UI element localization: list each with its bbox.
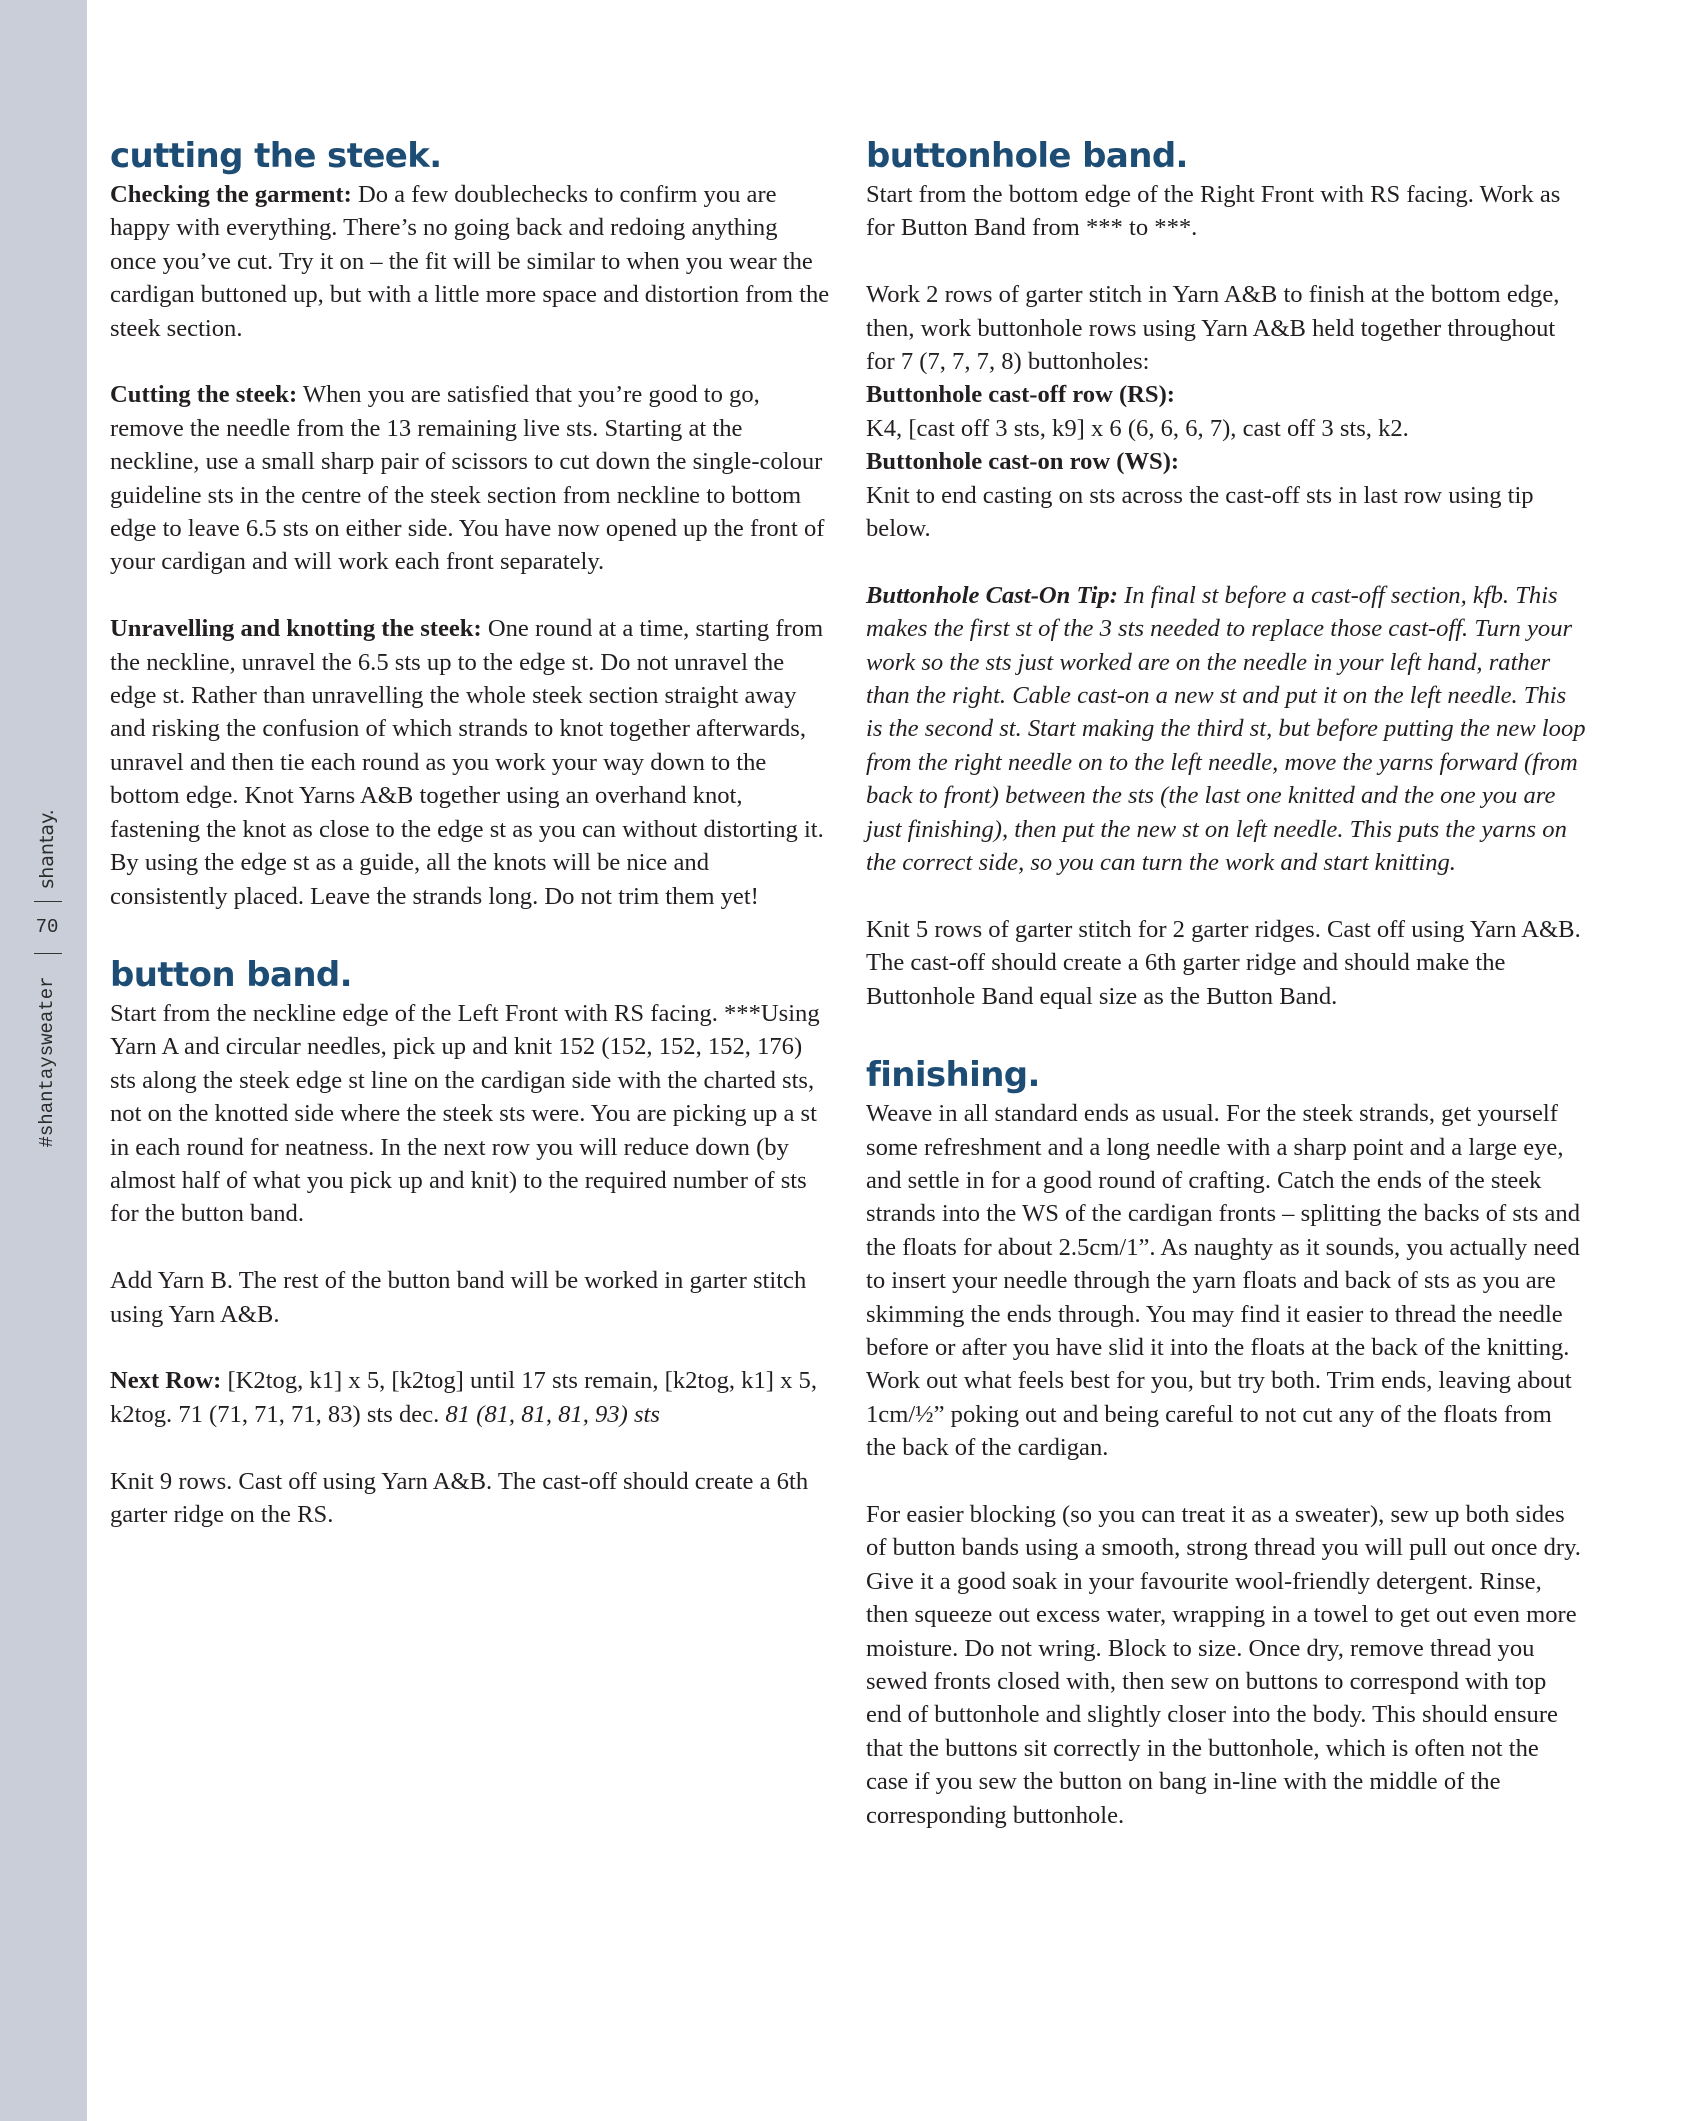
cast-on-tip-text: In final st before a cast-off section, kfb. This makes the first st of the 3 sts needed to replace those cast-off. Turn your work so the sts just worked are on the needle in your left hand, rather than the right. Cable cast-on a new st and put it on the left needle. This is the second st. Start making the third st, but before putting the new loop from the right needle on to the left needle, move the yarns forward (from back to front) between the sts (the last one knitted and the one you are just finishing), then put the new st on left needle. This puts the yarns on the correct side, so you can turn the work and start knitting.: [866, 581, 1586, 877]
sidebar-divider: [34, 901, 62, 902]
buttonhole-rows-paragraph: Work 2 rows of garter stitch in Yarn A&B to finish at the bottom edge, then, work buttonhole rows using Yarn A&B held together throughout for 7 (7, 7, 7, 8) buttonholes:: [866, 281, 1560, 376]
brand-label: shantay.: [36, 809, 58, 889]
next-row-label: Next Row:: [110, 1367, 222, 1395]
section-title-finishing: finishing.: [866, 1055, 1040, 1096]
unravel-label: Unravelling and knotting the steek:: [110, 615, 482, 643]
weave-ends-paragraph: Weave in all standard ends as usual. For the steek strands, get yourself some refreshment and a long needle with a sharp point and a large eye, and settle in for a good round of crafting. Catch the ends of the steek strands into the WS of the cardigan fronts – splitting the backs of sts and the floats for about 2.5cm/1”. As naughty as it sounds, you actually need to insert your needle through the yarn floats and back of sts as you are skimming the ends through. You may find it easier to thread the needle before or after you have slid it into the floats at the back of the knitting. Work out what feels best for you, but try both. Trim ends, leaving about 1cm/½” poking out and being careful to not cut any of the floats from the back of the cardigan.: [866, 1100, 1581, 1462]
page-number: 70: [35, 916, 59, 938]
left-column: [110, 134, 830, 1531]
next-row-stitch-count: 81 (81, 81, 81, 93) sts: [445, 1400, 660, 1428]
cast-on-tip-label: Buttonhole Cast-On Tip:: [866, 581, 1118, 609]
cutting-paragraph: [110, 378, 830, 578]
hashtag-label: #shantaysweater: [36, 976, 58, 1148]
blocking-paragraph: For easier blocking (so you can treat it as a sweater), sew up both sides of button bands using a smooth, strong thread you will pull out once dry. Give it a good soak in your favourite wool-friendly detergent. Rinse, then squeeze out excess water, wrapping in a towel to get out even more moisture. Do not wring. Block to size. Once dry, remove thread you sewed fronts closed with, then sew on buttons to correspond with top end of buttonhole and slightly closer into the body. This should ensure that the buttons sit correctly in the buttonhole, which is often not the case if you sew the button on bang in-line with the middle of the corresponding buttonhole.: [866, 1500, 1581, 1829]
right-column: [866, 134, 1586, 1832]
next-row-text: [K2tog, k1] x 5, [k2tog] until 17 sts remain, [k2tog, k1] x 5, k2tog. 71 (71, 71, 71, 83) sts dec.: [110, 1367, 817, 1428]
checking-text: Do a few doublechecks to confirm you are happy with everything. There’s no going back and redoing anything once you’ve cut. Try it on – the fit will be similar to when you wear the cardigan buttoned up, but with a little more space and distortion from the steek section.: [110, 181, 830, 342]
caston-row-label-line: [866, 445, 1586, 478]
cutting-text: When you are satisfied that you’re good to go, remove the needle from the 13 remaining live sts. Starting at the neckline, use a small sharp pair of scissors to cut down the single-colour guideline sts in the centre of the steek section from neckline to bottom edge to leave 6.5 sts on either side. You have now opened up the front of your cardigan and will work each front separately.: [110, 381, 825, 576]
unravel-text: One round at a time, starting from the neckline, unravel the 6.5 sts up to the edge st. Do not unravel the edge st. Rather than unravelling the whole steek section straight away and risking the confusion of which strands to knot together afterwards, unravel and then tie each round as you work your way down to the bottom edge. Knot Yarns A&B together using an overhand knot, fastening the knot as close to the edge st as you can without distorting it. By using the edge st as a guide, all the knots will be nice and consistently placed. Leave the strands long. Do not trim them yet!: [110, 615, 824, 910]
garter-rows-paragraph: Knit 5 rows of garter stitch for 2 garter ridges. Cast off using Yarn A&B. The cast-off should create a 6th garter ridge and should make the Buttonhole Band equal size as the Button Band.: [866, 915, 1581, 1010]
checking-paragraph: [110, 178, 830, 345]
caston-row-label: Buttonhole cast-on row (WS):: [866, 448, 1180, 476]
castoff-row-text: K4, [cast off 3 sts, k9] x 6 (6, 6, 6, 7), cast off 3 sts, k2.: [866, 414, 1409, 442]
cutting-label: Cutting the steek:: [110, 381, 298, 409]
add-yarn-paragraph: Add Yarn B. The rest of the button band will be worked in garter stitch using Yarn A&B.: [110, 1267, 807, 1328]
checking-label: Checking the garment:: [110, 181, 352, 208]
knit-rows-paragraph: Knit 9 rows. Cast off using Yarn A&B. The cast-off should create a 6th garter ridge on the RS.: [110, 1467, 809, 1528]
castoff-row-label: Buttonhole cast-off row (RS):: [866, 381, 1175, 409]
unravel-paragraph: [110, 612, 830, 913]
caston-row-text: Knit to end casting on sts across the cast-off sts in last row using tip below.: [866, 481, 1534, 543]
section-title-button-band: button band.: [110, 954, 352, 995]
button-band-paragraph: Start from the neckline edge of the Left Front with RS facing. ***Using Yarn A and circular needles, pick up and knit 152 (152, 152, 152, 176) sts along the steek edge st line on the cardigan side with the charted sts, not on the knotted side where the steek sts were. You are picking up a st in each round for neatness. In the next row you will reduce down (by almost half of what you pick up and knit) to the required number of sts for the button band.: [110, 999, 820, 1228]
sidebar: [0, 0, 87, 2121]
section-title-buttonhole-band: buttonhole band.: [866, 136, 1188, 176]
next-row-paragraph: [110, 1364, 830, 1431]
buttonhole-intro-paragraph: Start from the bottom edge of the Right Front with RS facing. Work as for Button Band from *** to ***.: [866, 181, 1561, 242]
cast-on-tip-paragraph: [866, 579, 1586, 880]
section-title-cutting-the-steek: cutting the steek.: [110, 136, 442, 176]
castoff-row-label-line: [866, 378, 1586, 411]
sidebar-divider: [34, 953, 62, 954]
